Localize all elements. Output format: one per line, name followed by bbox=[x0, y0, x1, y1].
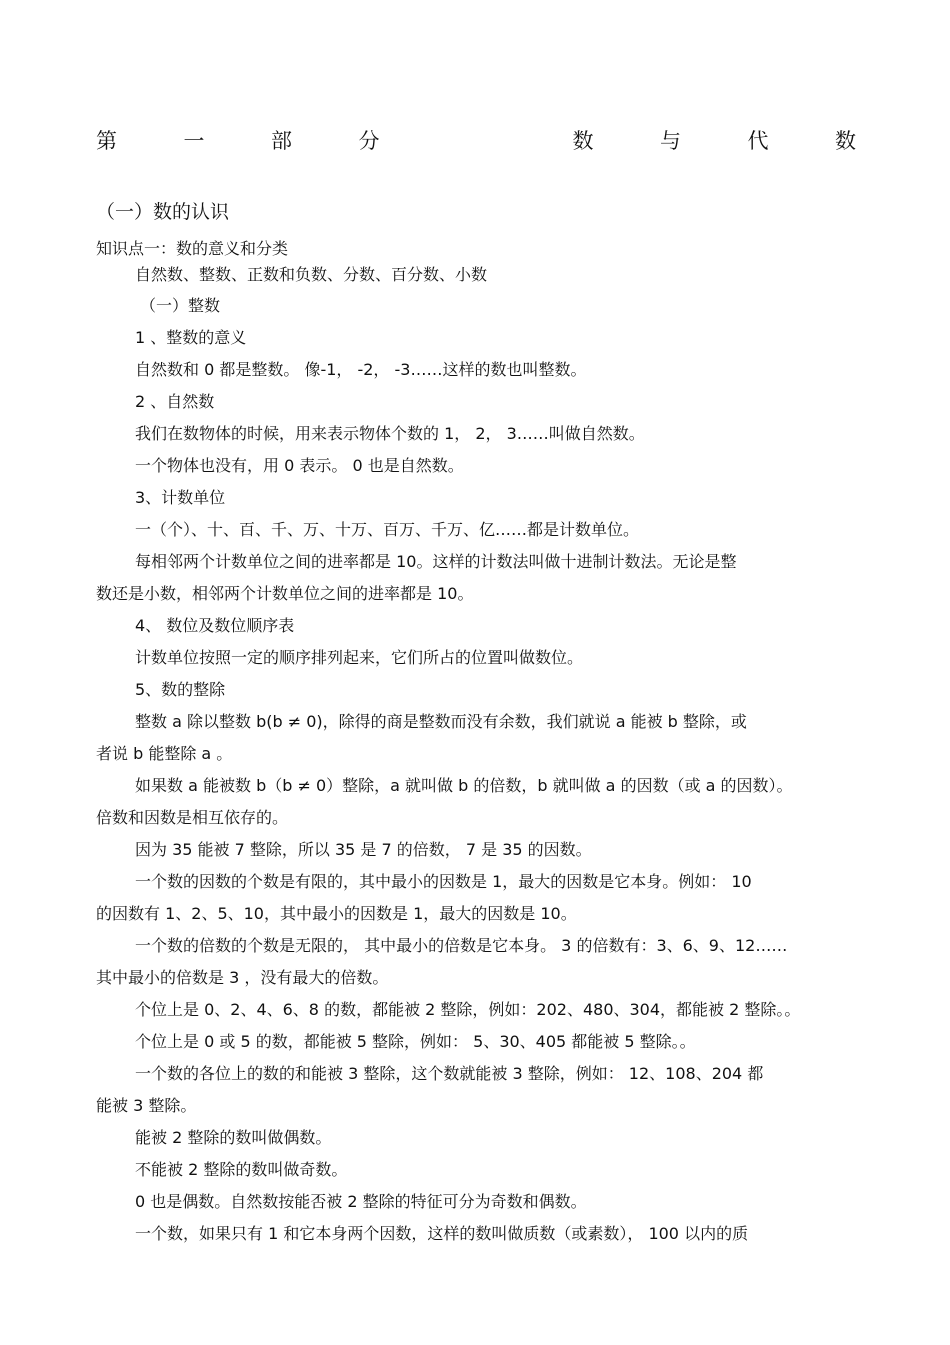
section-heading: （一）数的认识 bbox=[96, 201, 230, 223]
paragraph-line: 不能被 2 整除的数叫做奇数。 bbox=[135, 1160, 348, 1179]
knowledge-point-heading: 知识点一：数的意义和分类 bbox=[96, 239, 289, 258]
paragraph-line: 一个数的各位上的数的和能被 3 整除，这个数就能被 3 整除，例如： 12、108、204 都 bbox=[135, 1064, 764, 1083]
title-char: 代 bbox=[747, 129, 769, 153]
subsection-heading: （一）整数 bbox=[140, 296, 221, 315]
paragraph-line: 一（个）、十、百、千、万、十万、百万、千万、亿……都是计数单位。 bbox=[135, 520, 640, 539]
paragraph-line: 一个物体也没有，用 0 表示。 0 也是自然数。 bbox=[135, 456, 464, 475]
title-char: 分 bbox=[358, 129, 380, 153]
item-heading: 4、 数位及数位顺序表 bbox=[135, 616, 295, 635]
paragraph-line: 自然数和 0 都是整数。 像-1， -2， -3……这样的数也叫整数。 bbox=[135, 360, 587, 379]
title-gap bbox=[446, 126, 506, 156]
title-char: 第 bbox=[96, 129, 117, 153]
paragraph-line: 其中最小的倍数是 3 ，没有最大的倍数。 bbox=[96, 968, 389, 987]
paragraph-line: 的因数有 1、2、5、10，其中最小的因数是 1，最大的因数是 10。 bbox=[96, 904, 577, 923]
page-title bbox=[96, 126, 856, 156]
paragraph-line: 个位上是 0 或 5 的数，都能被 5 整除，例如： 5、30、405 都能被 5 整除。。 bbox=[135, 1032, 696, 1051]
paragraph-line: 倍数和因数是相互依存的。 bbox=[96, 808, 289, 827]
paragraph-line: 自然数、整数、正数和负数、分数、百分数、小数 bbox=[135, 265, 488, 284]
paragraph-line: 者说 b 能整除 a 。 bbox=[96, 744, 233, 763]
paragraph-line: 一个数，如果只有 1 和它本身两个因数，这样的数叫做质数（或素数）， 100 以内的质 bbox=[135, 1224, 749, 1243]
paragraph-line: 整数 a 除以整数 b(b ≠ 0)，除得的商是整数而没有余数，我们就说 a 能被 b 整除，或 bbox=[135, 712, 747, 731]
paragraph-line: 个位上是 0、2、4、6、8 的数，都能被 2 整除，例如：202、480、304，都能被 2 整除。。 bbox=[135, 1000, 801, 1019]
title-char: 与 bbox=[660, 129, 681, 153]
paragraph-line: 能被 3 整除。 bbox=[96, 1096, 197, 1115]
paragraph-line: 每相邻两个计数单位之间的进率都是 10。这样的计数法叫做十进制计数法。无论是整 bbox=[135, 552, 737, 571]
paragraph-line: 能被 2 整除的数叫做偶数。 bbox=[135, 1128, 332, 1147]
paragraph-line: 数还是小数，相邻两个计数单位之间的进率都是 10。 bbox=[96, 584, 474, 603]
paragraph-line: 一个数的倍数的个数是无限的， 其中最小的倍数是它本身。 3 的倍数有：3、6、9、12…… bbox=[135, 936, 788, 955]
title-char: 一 bbox=[183, 129, 205, 153]
paragraph-line: 因为 35 能被 7 整除，所以 35 是 7 的倍数， 7 是 35 的因数。 bbox=[135, 840, 592, 859]
item-heading: 5、数的整除 bbox=[135, 680, 226, 699]
paragraph-line: 0 也是偶数。自然数按能否被 2 整除的特征可分为奇数和偶数。 bbox=[135, 1192, 587, 1211]
paragraph-line: 计数单位按照一定的顺序排列起来，它们所占的位置叫做数位。 bbox=[135, 648, 584, 667]
item-heading: 2 、自然数 bbox=[135, 392, 215, 411]
title-char: 部 bbox=[271, 129, 292, 153]
item-heading: 1 、整数的意义 bbox=[135, 328, 247, 347]
paragraph-line: 我们在数物体的时候，用来表示物体个数的 1， 2， 3……叫做自然数。 bbox=[135, 424, 645, 443]
item-heading: 3、计数单位 bbox=[135, 488, 226, 507]
paragraph-line: 如果数 a 能被数 b（b ≠ 0）整除，a 就叫做 b 的倍数，b 就叫做 a 的因数（或 a 的因数）。 bbox=[135, 776, 793, 795]
title-char: 数 bbox=[835, 129, 856, 153]
title-char: 数 bbox=[572, 129, 594, 153]
paragraph-line: 一个数的因数的个数是有限的，其中最小的因数是 1，最大的因数是它本身。例如： 10 bbox=[135, 872, 752, 891]
